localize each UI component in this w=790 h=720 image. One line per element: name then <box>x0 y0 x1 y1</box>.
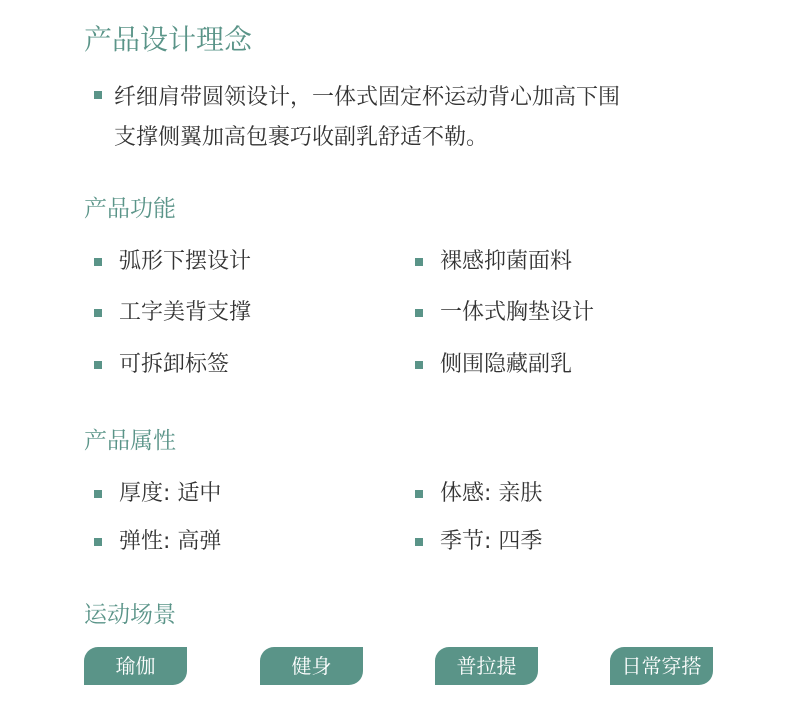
attribute-item: 厚度: 适中 <box>119 481 222 506</box>
bullet-icon <box>94 490 102 498</box>
feature-item: 工字美背支撑 <box>119 300 252 325</box>
bullet-icon <box>94 309 102 317</box>
bullet-icon <box>415 258 423 266</box>
feature-item: 可拆卸标签 <box>119 352 230 377</box>
features-title: 产品功能 <box>84 196 176 222</box>
bullet-icon <box>415 309 423 317</box>
attributes-title: 产品属性 <box>84 428 176 454</box>
feature-item: 一体式胸垫设计 <box>440 300 595 325</box>
bullet-icon <box>94 538 102 546</box>
attribute-item: 弹性: 高弹 <box>119 529 222 554</box>
bullet-icon <box>415 538 423 546</box>
attribute-item: 体感: 亲肤 <box>440 481 543 506</box>
scene-tag-fitness: 健身 <box>260 647 363 685</box>
feature-item: 裸感抑菌面料 <box>440 249 573 274</box>
feature-item: 弧形下摆设计 <box>119 249 252 274</box>
scene-tag-daily-wear: 日常穿搭 <box>610 647 713 685</box>
concept-description <box>114 78 734 158</box>
scene-tag-pilates: 普拉提 <box>435 647 538 685</box>
bullet-icon <box>415 490 423 498</box>
scenes-title: 运动场景 <box>84 602 176 628</box>
bullet-icon <box>94 258 102 266</box>
feature-item: 侧围隐藏副乳 <box>440 352 573 377</box>
attribute-item: 季节: 四季 <box>440 529 543 554</box>
bullet-icon <box>415 361 423 369</box>
scene-tag-yoga: 瑜伽 <box>84 647 187 685</box>
concept-line-2: 支撑侧翼加高包裹巧收副乳舒适不勒。 <box>114 125 489 150</box>
concept-line-1: 纤细肩带圆领设计，一体式固定杯运动背心加高下围 <box>114 85 621 110</box>
bullet-icon <box>94 91 102 99</box>
bullet-icon <box>94 361 102 369</box>
concept-title: 产品设计理念 <box>84 23 253 56</box>
